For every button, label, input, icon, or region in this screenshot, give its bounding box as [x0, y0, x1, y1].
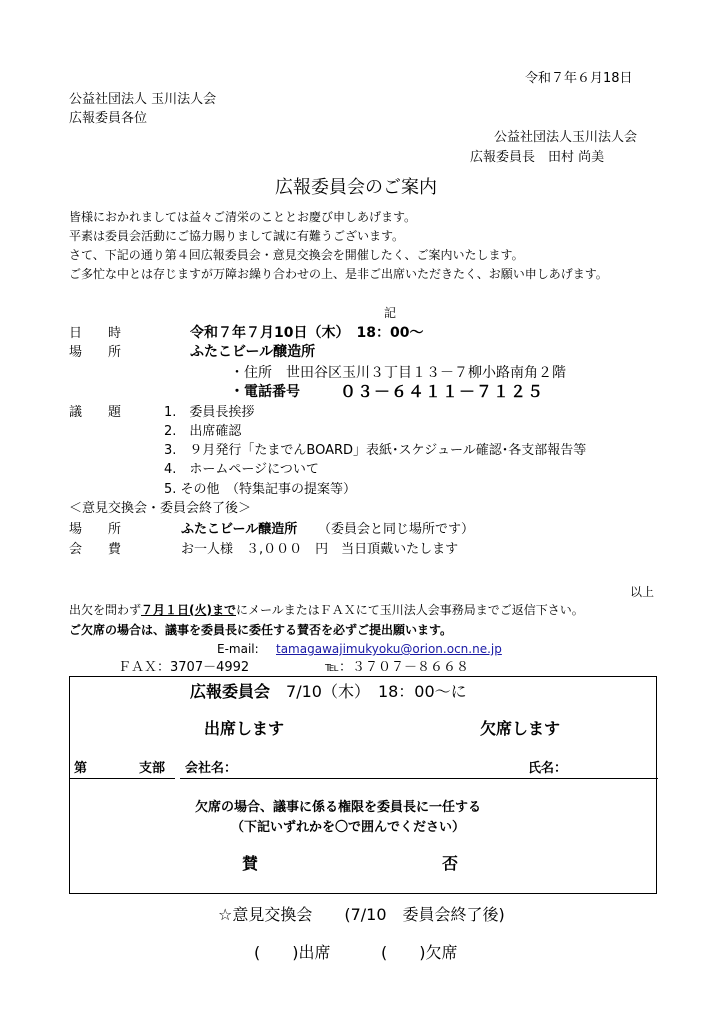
- agenda-item-2: 2. 出席確認: [164, 424, 242, 439]
- reply-deadline: ７月１日(火)まで: [141, 603, 236, 617]
- reply-line-1-post: にメールまたはＦＡＸにて玉川法人会事務局までご返信下さい。: [236, 603, 584, 617]
- exchange-absent[interactable]: ( )欠席: [381, 943, 458, 962]
- proxy-line-2: （下記いずれかを〇で囲んでください）: [231, 820, 466, 835]
- disapprove-option[interactable]: 否: [442, 854, 459, 873]
- ijo-closing: 以上: [630, 585, 655, 599]
- body-line-2: 平素は委員会活動にご協力賜りまして誠に有難うございます。: [69, 229, 405, 243]
- company-label: 会社名：: [185, 761, 238, 776]
- phone-value: ０３－６４１１－７１２５: [340, 382, 545, 401]
- form-heading-committee: 広報委員会: [190, 682, 271, 701]
- place-label: 場 所: [69, 345, 122, 360]
- place-value: ふたこビール醸造所: [190, 344, 316, 360]
- attend-option[interactable]: 出席します: [204, 719, 285, 738]
- phone-label: ・電話番号: [230, 384, 300, 400]
- sender-person: 広報委員長 田村 尚美: [470, 150, 605, 165]
- datetime-value: 令和７年７月10日（木） 18：00～: [190, 325, 424, 341]
- tel-number: ℡：３７０７－８６６８: [325, 660, 469, 675]
- sender-organization: 公益社団法人玉川法人会: [494, 130, 638, 145]
- datetime-label: 日 時: [69, 326, 122, 341]
- proxy-line-1: 欠席の場合、議事に係る権限を委員長に一任する: [195, 800, 482, 815]
- body-line-1: 皆様におかれましては益々ご清栄のこととお慶び申しあげます。: [69, 210, 417, 224]
- email-label: E-mail:: [217, 642, 259, 656]
- branch-number-label: 第: [74, 761, 88, 776]
- fee-value: お一人様 ３,０００ 円 当日頂戴いたします: [181, 542, 459, 557]
- reply-line-2: ご欠席の場合は、議事を委員長に委任する賛否を必ずご提出願います。: [69, 623, 453, 637]
- address: ・住所 世田谷区玉川３丁目１３－７柳小路南角２階: [230, 365, 566, 381]
- name-label: 氏名：: [528, 761, 568, 776]
- reply-line-1: [69, 604, 584, 616]
- absent-option[interactable]: 欠席します: [480, 719, 561, 738]
- exchange-attend[interactable]: ( )出席: [254, 943, 331, 962]
- agenda-item-3: 3. ９月発行「たまでんBOARD」表紙･スケジュール確認･各支部報告等: [164, 443, 587, 458]
- reply-form-box: [69, 676, 657, 894]
- fee-label: 会 費: [69, 542, 122, 557]
- branch-underline: [69, 778, 175, 779]
- after-place-label: 場 所: [69, 522, 122, 537]
- approve-option[interactable]: 賛: [242, 854, 259, 873]
- company-name-underline: [180, 778, 658, 779]
- page-title: 広報委員会のご案内: [275, 177, 437, 198]
- agenda-item-1: 1. 委員長挨拶: [164, 405, 255, 420]
- body-line-3: さて、下記の通り第４回広報委員会・意見交換会を開催したく、ご案内いたします。: [69, 248, 524, 262]
- form-heading: [190, 684, 467, 700]
- fax-number: ＦＡＸ：3707－4992: [118, 660, 250, 675]
- exchange-title: ☆意見交換会 (7/10 委員会終了後): [218, 905, 505, 924]
- agenda-item-5: 5. その他 （特集記事の提案等）: [164, 482, 357, 497]
- branch-label: 支部: [139, 761, 166, 776]
- after-place-note: （委員会と同じ場所です）: [318, 522, 475, 537]
- after-meeting-heading: ＜意見交換会・委員会終了後＞: [69, 501, 252, 516]
- agenda-item-4: 4. ホームページについて: [164, 462, 319, 477]
- agenda-label: 議 題: [69, 405, 122, 420]
- email-link[interactable]: tamagawajimukyoku@orion.ocn.ne.jp: [276, 642, 502, 656]
- recipient-organization: 公益社団法人 玉川法人会: [69, 92, 217, 107]
- after-place-value: ふたこビール醸造所: [181, 522, 298, 537]
- ki-heading: 記: [384, 306, 397, 320]
- form-heading-datetime: 7/10（木） 18：00～に: [286, 682, 467, 701]
- reply-line-1-pre: 出欠を問わず: [69, 603, 142, 617]
- body-line-4: ご多忙な中とは存じますが万障お繰り合わせの上、是非ご出席いただきたく、お願い申しあげます。: [69, 267, 608, 281]
- recipient-members: 広報委員各位: [69, 111, 148, 126]
- document-date: 令和７年６月18日: [525, 71, 633, 86]
